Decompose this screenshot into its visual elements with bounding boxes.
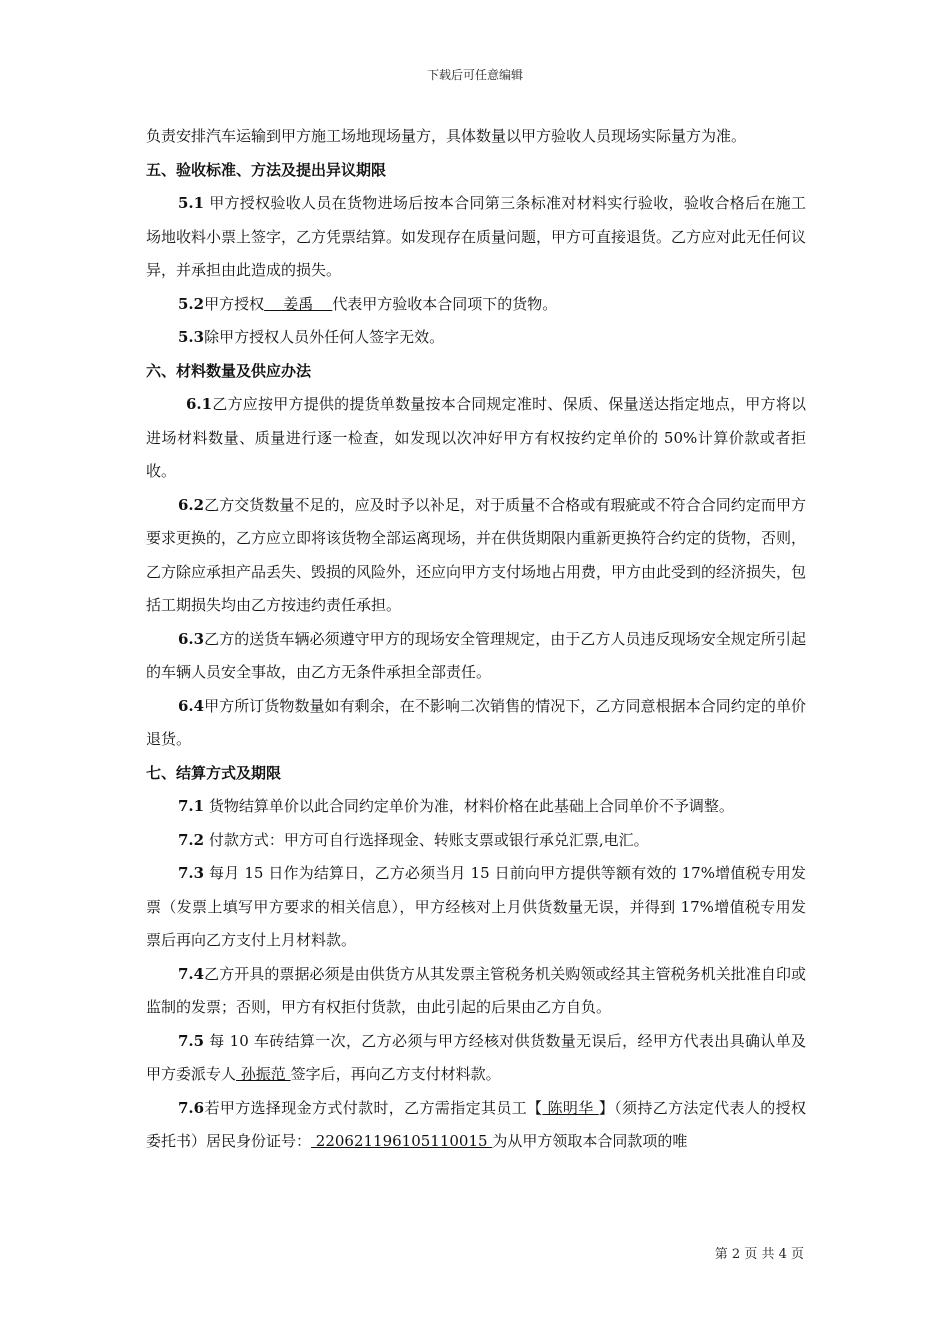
clause-text: 甲方所订货物数量如有剩余，在不影响二次销售的情况下，乙方同意根据本合同约定的单价退货。 xyxy=(146,696,806,748)
clause-text: 货物结算单价以此合同约定单价为准，材料价格在此基础上合同单价不予调整。 xyxy=(204,797,734,815)
clause-text: 甲方授权 xyxy=(204,294,265,313)
employee-name: 陈明华 xyxy=(542,1098,599,1117)
document-body xyxy=(146,120,806,1159)
clause-5-2 xyxy=(146,288,806,322)
clause-text: 代表甲方验收本合同项下的货物。 xyxy=(332,294,558,313)
clause-number: 7.6 xyxy=(178,1098,205,1117)
clause-text: 除甲方授权人员外任何人签字无效。 xyxy=(204,328,445,346)
clause-text: 乙方交货数量不足的，应及时予以补足，对于质量不合格或有瑕疵或不符合合同约定而甲方要求更换的，乙方应立即将该货物全部运离现场，并在供货期限内重新更换符合约定的货物，否则，乙方除应承担产品丢失、毁损的风险外，还应向甲方支付场地占用费，甲方由此受到的经济损失，包括工期损失均由乙方按违约责任承担。 xyxy=(146,495,807,614)
page-header: 下载后可任意编辑 xyxy=(426,68,523,82)
clause-text: 付款方式：甲方可自行选择现金、转账支票或银行承兑汇票,电汇。 xyxy=(204,830,649,849)
clause-text: 每月 15 日作为结算日，乙方必须当月 15 日前向甲方提供等额有效的 17%增值税专用发票（发票上填写甲方要求的相关信息），甲方经核对上月供货数量无误，并得到 17%增值税专用发票后再向乙方支付上月材料款。 xyxy=(146,864,806,949)
authorized-person-name: 姜禹 xyxy=(264,294,333,313)
clause-5-3 xyxy=(146,321,806,355)
section-heading-7: 七、结算方式及期限 xyxy=(146,763,282,782)
paragraph-continuation: 负责安排汽车运输到甲方施工场地现场量方，具体数量以甲方验收人员现场实际量方为准。 xyxy=(146,127,747,145)
clause-number: 7.5 xyxy=(178,1031,205,1050)
clause-number: 6.4 xyxy=(178,696,205,715)
clause-7-4 xyxy=(146,958,806,1025)
clause-7-2 xyxy=(146,824,806,858)
clause-text: 乙方应按甲方提供的提货单数量按本合同规定准时、保质、保量送达指定地点，甲方将以进场材料数量、质量进行逐一检查，如发现以次冲好甲方有权按约定单价的 50%计算价款或者拒收。 xyxy=(146,395,806,480)
clause-7-3 xyxy=(146,857,806,958)
designated-person-name: 孙振范 xyxy=(236,1065,291,1083)
clause-text: 每 10 车砖结算一次，乙方必须与甲方经核对供货数量无误后，经甲方代表出具确认单及甲方委派专人 xyxy=(146,1031,806,1083)
clause-text: 签字后，再向乙方支付材料款。 xyxy=(290,1065,501,1083)
clause-7-5 xyxy=(146,1025,806,1092)
clause-number: 7.2 xyxy=(178,830,205,849)
clause-5-1 xyxy=(146,187,806,288)
clause-text: 】（须持乙方法定代表人的授权委托书）居民身份证号： xyxy=(146,1098,806,1150)
clause-number: 7.1 xyxy=(178,797,205,815)
clause-7-6 xyxy=(146,1092,806,1159)
clause-6-1 xyxy=(146,388,806,489)
page-footer: 第 2 页 共 4 页 xyxy=(714,1247,804,1262)
clause-text: 为从甲方领取本合同款项的唯 xyxy=(492,1132,688,1150)
clause-6-4 xyxy=(146,690,806,757)
clause-6-2 xyxy=(146,489,806,623)
clause-7-1 xyxy=(146,790,806,824)
clause-text: 若甲方选择现金方式付款时，乙方需指定其员工【 xyxy=(204,1098,543,1117)
clause-number: 5.3 xyxy=(178,328,205,346)
clause-number: 5.1 xyxy=(178,194,205,212)
clause-number: 6.2 xyxy=(178,495,205,514)
clause-6-3 xyxy=(146,623,806,690)
section-heading-5: 五、验收标准、方法及提出异议期限 xyxy=(146,160,387,179)
id-number: 220621196105110015 xyxy=(311,1132,493,1150)
clause-text: 乙方开具的票据必须是由供货方从其发票主管税务机关购领或经其主管税务机关批准自印或监制的发票；否则，甲方有权拒付货款，由此引起的后果由乙方自负。 xyxy=(146,964,806,1016)
clause-number: 6.1 xyxy=(186,395,213,413)
section-heading-6: 六、材料数量及供应办法 xyxy=(146,361,312,380)
clause-text: 甲方授权验收人员在货物进场后按本合同第三条标准对材料实行验收，验收合格后在施工场地收料小票上签字，乙方凭票结算。如发现存在质量问题，甲方可直接退货。乙方应对此无任何议异，并承担由此造成的损失。 xyxy=(146,194,807,279)
clause-number: 6.3 xyxy=(178,629,205,648)
clause-number: 7.4 xyxy=(178,964,205,983)
clause-text: 乙方的送货车辆必须遵守甲方的现场安全管理规定，由于乙方人员违反现场安全规定所引起的车辆人员安全事故，由乙方无条件承担全部责任。 xyxy=(146,629,806,681)
clause-number: 5.2 xyxy=(178,294,205,313)
clause-number: 7.3 xyxy=(178,864,205,882)
